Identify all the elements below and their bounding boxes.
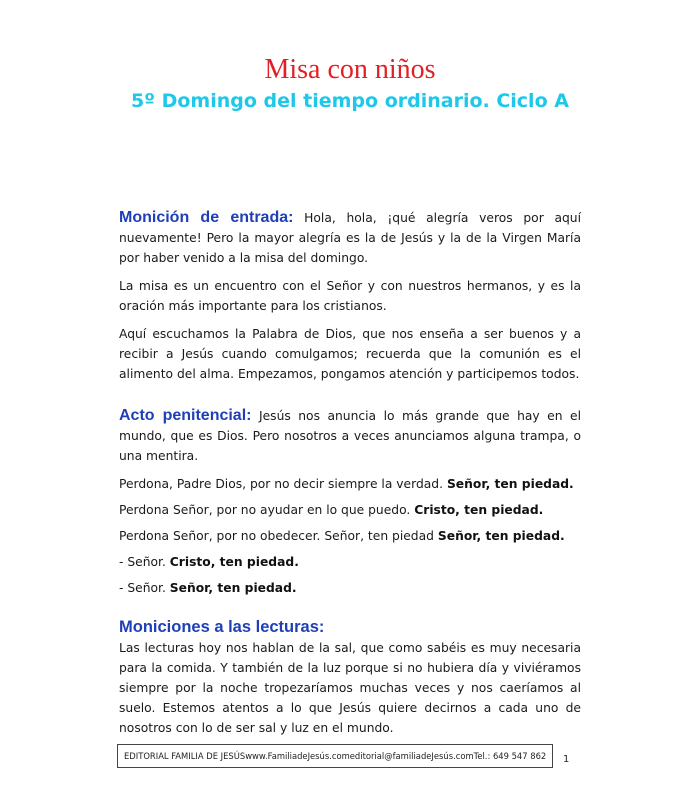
acto-penitencial-lead: Jesús nos anuncia lo más grande que hay en el mundo, que es Dios. Pero nosotros a veces anunciamos alguna trampa, o una mentira. xyxy=(119,409,581,463)
acto-penitencial-paragraph xyxy=(119,406,581,466)
footer-phone: Tel.: 649 547 862 xyxy=(473,751,547,761)
section-heading-monicion-entrada: Monición de entrada: xyxy=(119,209,294,226)
invocation-text: Perdona Señor, por no ayudar en lo que puedo. xyxy=(119,503,415,517)
invocation-response: Cristo, ten piedad. xyxy=(414,503,544,517)
invocation-text: Perdona, Padre Dios, por no decir siempre la verdad. xyxy=(119,477,447,491)
invocation-2 xyxy=(119,500,581,520)
invocation-3 xyxy=(119,526,581,546)
document-body xyxy=(119,208,581,746)
invocation-4 xyxy=(119,552,581,572)
invocation-text: Perdona Señor, por no obedecer. Señor, ten piedad xyxy=(119,529,438,543)
page-subtitle: 5º Domingo del tiempo ordinario. Ciclo A xyxy=(131,90,569,112)
footer-box xyxy=(117,744,553,768)
section-heading-moniciones-lecturas: Moniciones a las lecturas: xyxy=(119,618,325,636)
footer-website: www.FamiliadeJesús.com xyxy=(245,751,350,761)
invocation-text: - Señor. xyxy=(119,555,170,569)
invocation-5 xyxy=(119,578,581,598)
section-monicion-entrada xyxy=(119,208,581,384)
footer-email: editorial@familiadeJesús.com xyxy=(349,751,474,761)
section-moniciones-lecturas xyxy=(119,616,581,738)
invocation-response: Señor, ten piedad. xyxy=(437,529,565,543)
monicion-entrada-paragraph xyxy=(119,208,581,268)
invocation-response: Señor, ten piedad. xyxy=(446,477,574,491)
moniciones-lecturas-body: Las lecturas hoy nos hablan de la sal, que como sabéis es muy necesaria para la comida. Y también de la luz porque si no hubiera día y viviéramos siempre por la noche tropezaríamos muchas veces y nos caeríamos al suelo. Estemos atentos a lo que Jesús quiere decirnos a cada uno de nosotros con lo de ser sal y luz en el mundo. xyxy=(119,641,581,735)
monicion-entrada-lead: Hola, hola, ¡qué alegría veros por aquí nuevamente! Pero la mayor alegría es la de Jesús y la de la Virgen María por haber venido a la misa del domingo. xyxy=(119,211,582,265)
section-acto-penitencial xyxy=(119,406,581,598)
monicion-entrada-p3: Aquí escuchamos la Palabra de Dios, que nos enseña a ser buenos y a recibir a Jesús cuando comulgamos; recuerda que la comunión es el alimento del alma. Empezamos, pongamos atención y participemos todos. xyxy=(119,327,581,381)
invocation-response: Señor, ten piedad. xyxy=(169,581,297,595)
page-number: 1 xyxy=(563,754,570,765)
section-heading-acto-penitencial: Acto penitencial: xyxy=(119,407,252,424)
monicion-entrada-p2: La misa es un encuentro con el Señor y con nuestros hermanos, y es la oración más importante para los cristianos. xyxy=(119,279,581,313)
page-title: Misa con niños xyxy=(264,54,436,85)
footer-publisher: EDITORIAL FAMILIA DE JESÚS xyxy=(124,751,246,761)
invocation-response: Cristo, ten piedad. xyxy=(169,555,299,569)
invocation-1 xyxy=(119,474,581,494)
invocation-text: - Señor. xyxy=(119,581,170,595)
